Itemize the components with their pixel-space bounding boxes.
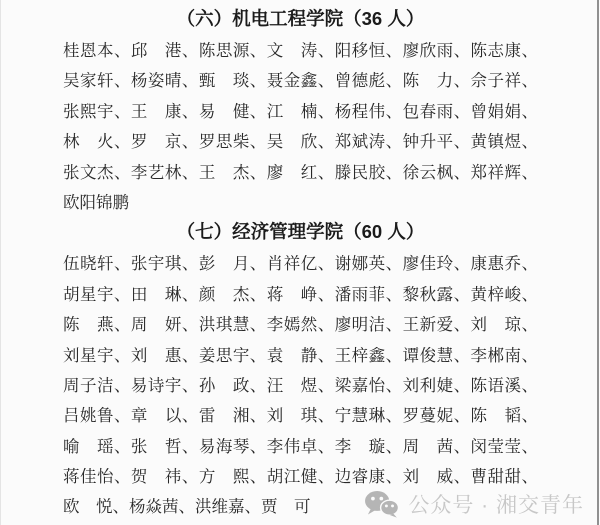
name-line: 刘星宇、刘 惠、姜思宇、袁 静、王梓鑫、谭俊慧、李郴南、 xyxy=(63,346,538,365)
name-line: 喻 瑶、张 哲、易海琴、李伟卓、李 璇、周 茜、闵莹莹、 xyxy=(63,437,538,456)
watermark-text: 公众号 · 湘交青年 xyxy=(408,494,584,517)
name-line: 蒋佳怡、贺 祎、方 熙、胡江健、边睿康、刘 威、曹甜甜、 xyxy=(63,468,538,487)
name-line: 陈 燕、周 妍、洪琪慧、李嫣然、廖明洁、王新爱、刘 琼、 xyxy=(63,316,538,335)
name-line: 桂恩本、邱 港、陈思源、文 涛、阳移恒、廖欣雨、陈志康、 xyxy=(63,42,538,60)
name-line: 吕姚鲁、章 以、雷 湘、刘 琪、宁慧琳、罗蔓妮、陈 韬、 xyxy=(63,407,538,426)
section-heading-2: （七）经济管理学院（60 人） xyxy=(176,221,425,243)
name-line: 胡星宇、田 琳、颜 杰、蒋 峥、潘雨菲、黎秋露、黄梓峻、 xyxy=(63,285,538,304)
name-line: 张熙宇、王 康、易 健、江 楠、杨程伟、包春雨、曾娟娟、 xyxy=(63,102,538,121)
name-line: 张文杰、李艺林、王 杰、廖 红、滕民胶、徐云枫、郑祥辉、 xyxy=(63,163,538,182)
name-line: 欧阳锦鹏 xyxy=(63,193,129,212)
name-line: 伍晓轩、张宇琪、彭 月、肖祥亿、谢娜英、廖佳玲、康惠乔、 xyxy=(63,255,538,274)
name-lines xyxy=(63,36,538,218)
name-line: 周子洁、易诗宇、孙 政、汪 煜、梁嘉怡、刘利婕、陈语溪、 xyxy=(63,376,538,395)
name-line: 林 火、罗 京、罗思柴、吴 欣、郑斌涛、钟升平、黄镇煜、 xyxy=(63,133,538,152)
wechat-icon xyxy=(364,490,399,518)
name-lines xyxy=(63,249,538,523)
section-heading-1: （六）机电工程学院（36 人） xyxy=(176,8,425,29)
name-line: 吴家轩、杨姿晴、甄 琰、聂金鑫、曾德彪、陈 力、佘子祥、 xyxy=(63,72,538,91)
name-line: 欧 悦、杨焱茜、洪维嘉、贾 可 xyxy=(63,498,311,517)
watermark xyxy=(364,489,584,519)
